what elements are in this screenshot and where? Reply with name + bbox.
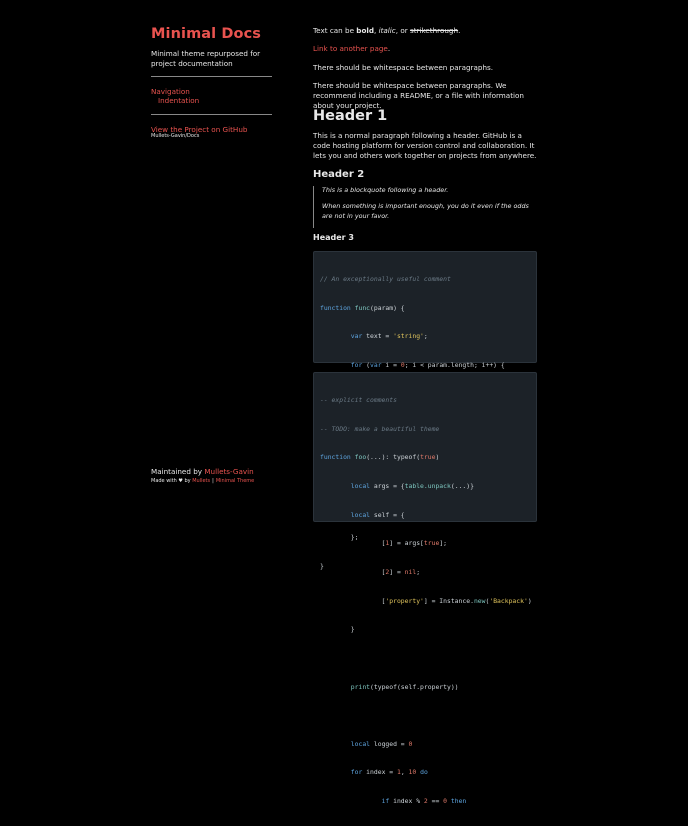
repo-path: Mullets-Gavin/Docs — [151, 133, 200, 139]
code-line — [320, 425, 530, 435]
link-suffix: . — [387, 44, 391, 53]
code-line: local self = { — [350, 510, 405, 519]
nav-link-navigation[interactable]: Navigation — [151, 87, 190, 96]
maintained-by — [151, 467, 254, 477]
code-line: local args = {table.unpack(...)} — [350, 482, 474, 491]
footer-separator: | — [212, 478, 214, 484]
code-line: [2] = nil; — [320, 567, 421, 576]
site-description: Minimal theme repurposed for project documentation — [151, 49, 261, 69]
another-page-link[interactable]: Link to another page — [313, 44, 388, 53]
code-block-lua[interactable] — [313, 372, 537, 806]
code-line: } — [320, 625, 355, 634]
code-comment: -- explicit comments — [320, 396, 397, 405]
made-with-prefix: Made with ♥ by — [151, 478, 193, 484]
code-line — [320, 396, 530, 406]
text-prefix: Text can be — [313, 26, 357, 35]
paragraph-readme: There should be whitespace between paragraphs. We recommend including a README, or a file with information about your project. — [313, 81, 524, 110]
code-line: }; — [320, 532, 359, 541]
sidebar-divider — [151, 76, 272, 77]
blockquote-line: This is a blockquote following a header. — [322, 186, 449, 194]
code-comment: -- TODO: make a beautiful theme — [320, 424, 440, 433]
strikethrough-text: strikethrough — [409, 26, 459, 35]
header-1: Header 1 — [313, 108, 388, 124]
code-line: print(typeof(self.property)) — [350, 682, 459, 691]
maintained-prefix: Maintained by — [151, 467, 205, 476]
code-line: local logged = 0 — [350, 739, 413, 748]
code-line — [320, 711, 530, 721]
code-line: } — [320, 561, 324, 570]
code-line: for (var i = 0; i < param.length; i++) { — [350, 361, 505, 370]
header-2: Header 2 — [313, 169, 365, 180]
theme-link[interactable]: Minimal Theme — [215, 478, 255, 484]
paragraph-link — [313, 44, 538, 54]
paragraph-whitespace: There should be whitespace between paragraphs. — [313, 63, 494, 72]
author-link[interactable]: Mullets — [192, 478, 211, 484]
code-line — [320, 654, 530, 664]
code-line: var text = 'string'; — [350, 332, 428, 341]
text-sep: , or — [395, 26, 410, 35]
code-line: ['property'] = Instance.new('Backpack') — [320, 596, 532, 605]
header-3: Header 3 — [313, 233, 354, 242]
code-comment: // An exceptionally useful comment — [320, 275, 451, 284]
italic-text: italic — [378, 26, 396, 35]
bold-text: bold — [356, 26, 374, 35]
maintainer-link[interactable]: Mullets-Gavin — [204, 467, 254, 476]
code-line — [320, 275, 530, 285]
text-sep: , — [374, 26, 379, 35]
paragraph-after-header: This is a normal paragraph following a header. GitHub is a code hosting platform for version control and collaboration. It lets you and others work together on projects from anywhere. — [313, 131, 537, 160]
code-line: function foo(...): typeof(true) — [320, 453, 440, 462]
code-line: function func(param) { — [320, 303, 405, 312]
blockquote-line: When something is important enough, you do it even if the odds are not in your favor. — [322, 202, 529, 220]
code-line: if index % 2 == 0 then — [381, 797, 467, 806]
code-line: [1] = args[true]; — [320, 539, 448, 548]
blockquote — [313, 186, 538, 228]
text-suffix: . — [458, 26, 461, 35]
site-title[interactable]: Minimal Docs — [151, 26, 262, 42]
paragraph-formatting — [313, 26, 538, 36]
nav-link-indentation[interactable]: Indentation — [158, 96, 200, 105]
code-line: for index = 1, 10 do — [350, 768, 428, 777]
made-with — [151, 478, 254, 485]
sidebar-divider — [151, 114, 272, 115]
github-project-link[interactable]: View the Project on GitHub — [151, 125, 248, 134]
